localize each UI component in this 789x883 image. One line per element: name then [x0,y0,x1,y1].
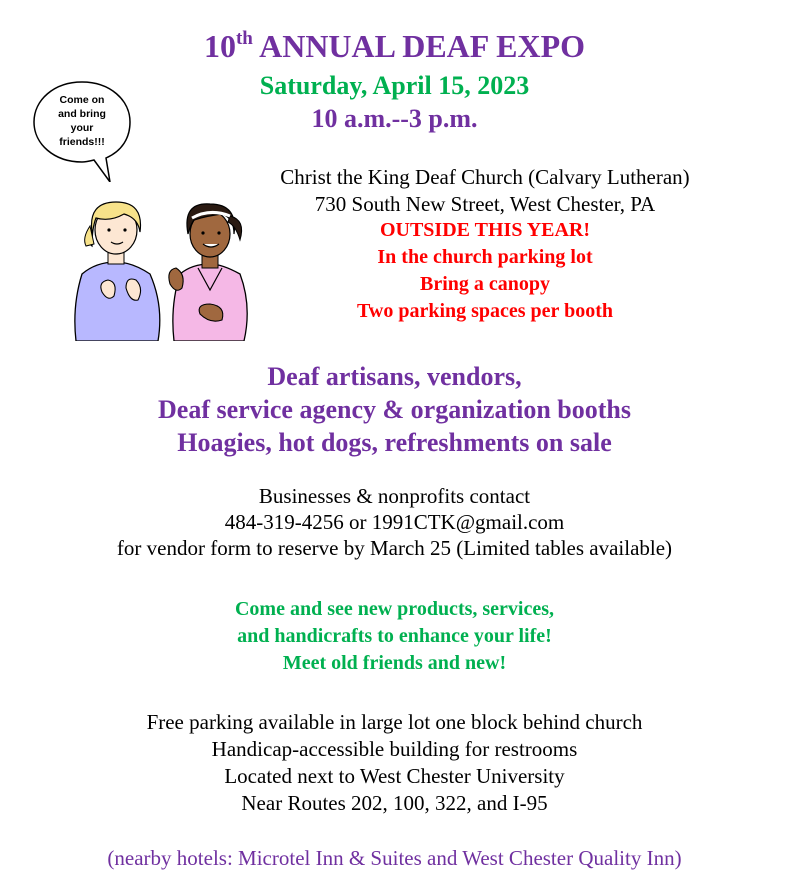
invite-line: Come and see new products, services, [234,598,555,620]
outdoor-notice [230,217,740,325]
info-line: Handicap-accessible building for restrooms [211,737,578,761]
venue-address: 730 South New Street, West Chester, PA [314,192,656,216]
title-ordinal-suffix: th [235,28,253,49]
invite-line: Meet old friends and new! [282,652,507,674]
invite-block [0,596,789,677]
contact-block [0,483,789,561]
features-block [0,360,789,459]
event-date: Saturday, April 15, 2023 [259,71,530,100]
notice-line: OUTSIDE THIS YEAR! [379,219,591,241]
info-line: Located next to West Chester University [224,764,565,788]
blonde-girl-icon [75,202,160,341]
info-line: Free parking available in large lot one block behind church [146,710,643,734]
speech-bubble-text: Come on and bring your friends!!! [58,94,106,148]
event-time: 10 a.m.--3 p.m. [311,104,478,133]
info-block [0,709,789,817]
contact-line: for vendor form to reserve by March 25 (Limited tables available) [116,536,673,560]
nearby-hotels: (nearby hotels: Microtel Inn & Suites and West Chester Quality Inn) [107,846,682,870]
notice-line: Two parking spaces per booth [357,300,613,322]
contact-phone-email: 484-319-4256 or 1991CTK@gmail.com [224,510,565,534]
notice-line: Bring a canopy [419,273,551,295]
notice-line: In the church parking lot [377,246,593,268]
info-line: Near Routes 202, 100, 322, and I-95 [241,791,548,815]
feature-line: Deaf service agency & organization booths [158,395,631,424]
feature-line: Hoagies, hot dogs, refreshments on sale [177,428,612,457]
contact-line: Businesses & nonprofits contact [258,484,531,508]
invite-line: and handicrafts to enhance your life! [237,625,552,647]
venue-name: Christ the King Deaf Church (Calvary Lutheran) [280,165,690,189]
venue-block [230,164,740,218]
feature-line: Deaf artisans, vendors, [267,362,522,391]
expo-title: 10th ANNUAL DEAF EXPO [203,28,586,64]
